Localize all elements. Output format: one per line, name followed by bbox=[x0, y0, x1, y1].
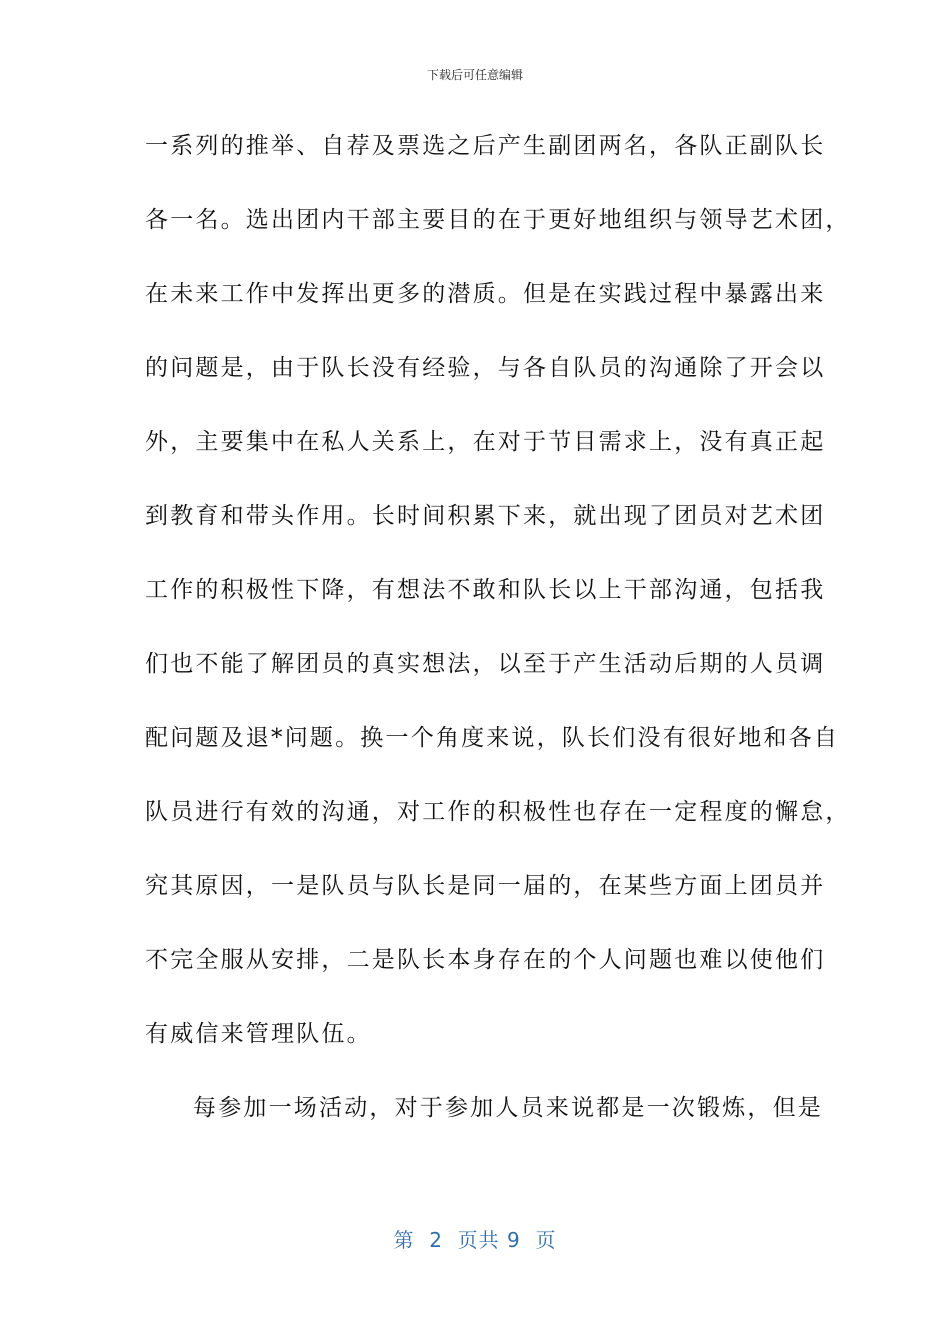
text-line: 有威信来管理队伍。 bbox=[145, 1021, 372, 1047]
text-line: 不完全服从安排，二是队长本身存在的个人问题也难以使他们 bbox=[145, 947, 826, 973]
text-line: 一系列的推举、自荐及票选之后产生副团两名，各队正副队长 bbox=[145, 133, 826, 159]
document-body bbox=[145, 122, 851, 1158]
text-line: 外，主要集中在私人关系上，在对于节目需求上，没有真正起 bbox=[145, 429, 826, 455]
page-number-footer bbox=[0, 1224, 950, 1253]
text-line: 各一名。选出团内干部主要目的在于更好地组织与领导艺术团， bbox=[145, 207, 851, 233]
header-note: 下载后可任意编辑 bbox=[426, 68, 523, 82]
text-line: 在未来工作中发挥出更多的潜质。但是在实践过程中暴露出来 bbox=[145, 281, 826, 307]
page-number-text: 第 2 页共 9 页 bbox=[393, 1228, 557, 1252]
text-line: 到教育和带头作用。长时间积累下来，就出现了团员对艺术团 bbox=[145, 503, 826, 529]
text-line: 们也不能了解团员的真实想法，以至于产生活动后期的人员调 bbox=[145, 651, 826, 677]
text-line: 队员进行有效的沟通，对工作的积极性也存在一定程度的懈怠， bbox=[145, 799, 851, 825]
text-line: 配问题及退*问题。换一个角度来说，队长们没有很好地和各自 bbox=[145, 725, 840, 751]
paragraph-start-line: 每参加一场活动，对于参加人员来说都是一次锻炼，但是 bbox=[193, 1095, 823, 1121]
text-line: 工作的积极性下降，有想法不敢和队长以上干部沟通，包括我 bbox=[145, 577, 826, 603]
text-line: 究其原因，一是队员与队长是同一届的，在某些方面上团员并 bbox=[145, 873, 826, 899]
text-line: 的问题是，由于队长没有经验，与各自队员的沟通除了开会以 bbox=[145, 355, 826, 381]
